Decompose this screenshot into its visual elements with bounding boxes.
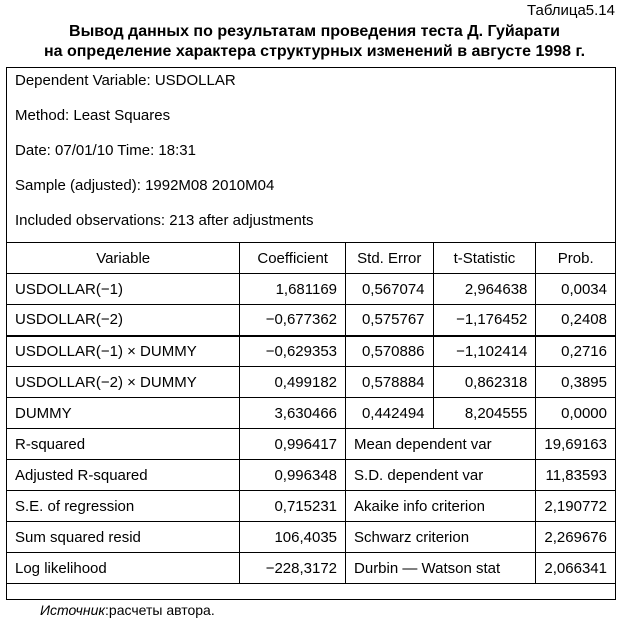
std-error-cell: 0,570886 bbox=[346, 336, 434, 367]
stat-label: Adjusted R-squared bbox=[7, 460, 240, 491]
stat-row bbox=[7, 429, 616, 460]
stat-value-2: 2,269676 bbox=[536, 522, 616, 553]
coefficient-cell: −0,677362 bbox=[240, 305, 346, 336]
stat-value: −228,3172 bbox=[240, 553, 346, 584]
prob-cell: 0,3895 bbox=[536, 367, 616, 398]
column-header: Variable bbox=[7, 243, 240, 274]
variable-cell: USDOLLAR(−1) × DUMMY bbox=[7, 336, 240, 367]
std-error-cell: 0,567074 bbox=[346, 274, 434, 305]
source-note bbox=[40, 602, 215, 618]
stat-label: Sum squared resid bbox=[7, 522, 240, 553]
column-header: Coefficient bbox=[240, 243, 346, 274]
regression-table bbox=[6, 242, 616, 584]
title-line-2: на определение характера структурных изменений в августе 1998 г. bbox=[43, 43, 586, 60]
variable-cell: USDOLLAR(−2) × DUMMY bbox=[7, 367, 240, 398]
coefficient-cell: −0,629353 bbox=[240, 336, 346, 367]
title-line-1: Вывод данных по результатам проведения теста Д. Гуйарати bbox=[69, 23, 560, 40]
stat-label-2: S.D. dependent var bbox=[346, 460, 536, 491]
stat-label: Log likelihood bbox=[7, 553, 240, 584]
table-number: Таблица5.14 bbox=[526, 2, 615, 19]
stat-label: S.E. of regression bbox=[7, 491, 240, 522]
stat-row bbox=[7, 522, 616, 553]
stat-label-2: Akaike info criterion bbox=[346, 491, 536, 522]
coefficient-row bbox=[7, 305, 616, 336]
stat-label-2: Schwarz criterion bbox=[346, 522, 536, 553]
stat-value-2: 19,69163 bbox=[536, 429, 616, 460]
coefficient-cell: 3,630466 bbox=[240, 398, 346, 429]
sample: Sample (adjusted): 1992M08 2010M04 bbox=[15, 177, 275, 194]
coefficient-row bbox=[7, 336, 616, 367]
stat-value-2: 11,83593 bbox=[536, 460, 616, 491]
variable-cell: DUMMY bbox=[7, 398, 240, 429]
variable-cell: USDOLLAR(−1) bbox=[7, 274, 240, 305]
stat-row bbox=[7, 553, 616, 584]
header-row bbox=[7, 243, 616, 274]
stat-label-2: Durbin — Watson stat bbox=[346, 553, 536, 584]
prob-cell: 0,2408 bbox=[536, 305, 616, 336]
variable-cell: USDOLLAR(−2) bbox=[7, 305, 240, 336]
stat-value: 106,4035 bbox=[240, 522, 346, 553]
stat-label: R-squared bbox=[7, 429, 240, 460]
stat-value-2: 2,190772 bbox=[536, 491, 616, 522]
dependent-variable: Dependent Variable: USDOLLAR bbox=[15, 72, 236, 89]
coefficient-row bbox=[7, 367, 616, 398]
std-error-cell: 0,578884 bbox=[346, 367, 434, 398]
stat-value: 0,715231 bbox=[240, 491, 346, 522]
t-stat-cell: 0,862318 bbox=[433, 367, 536, 398]
source-text: :расчеты автора. bbox=[105, 602, 215, 618]
source-label: Источник bbox=[40, 602, 106, 618]
stat-row bbox=[7, 460, 616, 491]
included-observations: Included observations: 213 after adjustments bbox=[15, 212, 314, 229]
date-time: Date: 07/01/10 Time: 18:31 bbox=[15, 142, 196, 159]
stat-value: 0,996348 bbox=[240, 460, 346, 491]
prob-cell: 0,2716 bbox=[536, 336, 616, 367]
stat-value-2: 2,066341 bbox=[536, 553, 616, 584]
t-stat-cell: −1,176452 bbox=[433, 305, 536, 336]
stat-value: 0,996417 bbox=[240, 429, 346, 460]
stat-label-2: Mean dependent var bbox=[346, 429, 536, 460]
std-error-cell: 0,575767 bbox=[346, 305, 434, 336]
t-stat-cell: 2,964638 bbox=[433, 274, 536, 305]
prob-cell: 0,0000 bbox=[536, 398, 616, 429]
column-header: Std. Error bbox=[346, 243, 434, 274]
coefficient-row bbox=[7, 274, 616, 305]
prob-cell: 0,0034 bbox=[536, 274, 616, 305]
t-stat-cell: −1,102414 bbox=[433, 336, 536, 367]
method: Method: Least Squares bbox=[15, 107, 171, 124]
coefficient-row bbox=[7, 398, 616, 429]
column-header: Prob. bbox=[536, 243, 616, 274]
t-stat-cell: 8,204555 bbox=[433, 398, 536, 429]
stat-row bbox=[7, 491, 616, 522]
std-error-cell: 0,442494 bbox=[346, 398, 434, 429]
coefficient-cell: 1,681169 bbox=[240, 274, 346, 305]
column-header: t-Statistic bbox=[433, 243, 536, 274]
coefficient-cell: 0,499182 bbox=[240, 367, 346, 398]
